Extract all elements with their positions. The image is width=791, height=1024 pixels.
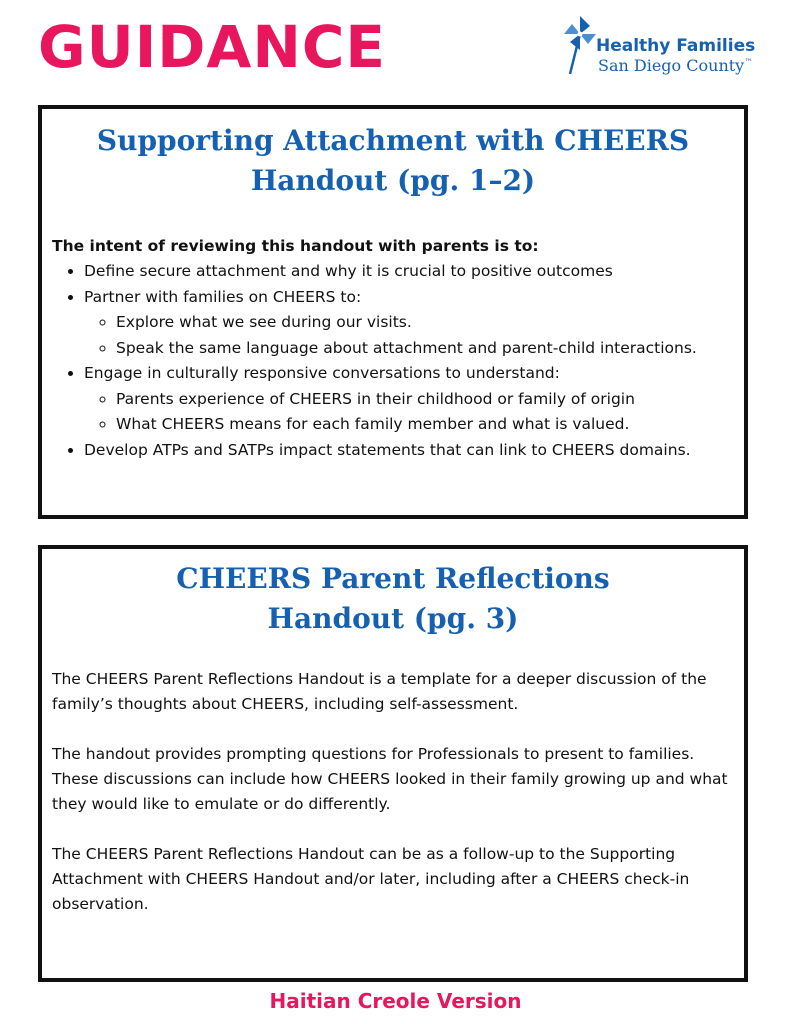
section2-paragraph-2: The handout provides prompting questions for Professionals to present to families. These discussions can include how CHEERS looked in their family growing up and what they would like to emulate or do differently. [52,745,728,813]
list-item: ◦ Parents experience of CHEERS in their childhood or family of origin [116,387,744,413]
list-item [84,259,744,285]
logo-line-healthy-families: Healthy Families [596,36,756,56]
language-version-label: Haitian Creole Version [269,989,522,1013]
sub-bullet-list [84,310,744,361]
section1-title-line2: Handout (pg. 1–2) [250,164,536,197]
section2-paragraph-3: The CHEERS Parent Reflections Handout can be as a follow-up to the Supporting Attachment with CHEERS Handout and/or later, including after a CHEERS check-in observation. [52,845,690,913]
list-item [84,285,744,362]
page-title: GUIDANCE [38,13,387,81]
list-item: ◦ What CHEERS means for each family member and what is valued. [116,412,744,438]
healthy-families-logo [562,14,784,78]
section2-title-line1: CHEERS Parent Reflections [176,562,610,595]
logo-line-san-diego [598,56,752,75]
section1-bullet-list [42,259,744,463]
logo-county-text: San Diego County [598,56,745,75]
bullet-text: Engage in culturally responsive conversations to understand: [84,364,560,382]
section2-title [42,559,744,639]
sub-bullet-list [84,387,744,438]
section-parent-reflections [38,545,748,982]
list-item [84,438,744,464]
trademark-symbol: ™ [744,57,753,67]
bullet-text: Develop ATPs and SATPs impact statements that can link to CHEERS domains. [84,440,691,459]
list-item [84,361,744,438]
section2-title-line2: Handout (pg. 3) [267,602,519,635]
section-supporting-attachment [38,105,748,519]
section1-title-line1: Supporting Attachment with CHEERS [96,124,690,157]
section1-intro: The intent of reviewing this handout with parents is to: [52,237,539,255]
list-item: ◦ Explore what we see during our visits. [116,310,744,336]
section2-paragraph-1: The CHEERS Parent Reflections Handout is a template for a deeper discussion of the family’s thoughts about CHEERS, including self-assessment. [52,670,707,713]
bullet-text: Define secure attachment and why it is crucial to positive outcomes [84,262,613,280]
list-item: ◦ Speak the same language about attachment and parent-child interactions. [116,336,744,362]
section1-title [42,121,744,201]
pinwheel-icon [562,14,598,76]
bullet-text: Partner with families on CHEERS to: [84,287,362,306]
